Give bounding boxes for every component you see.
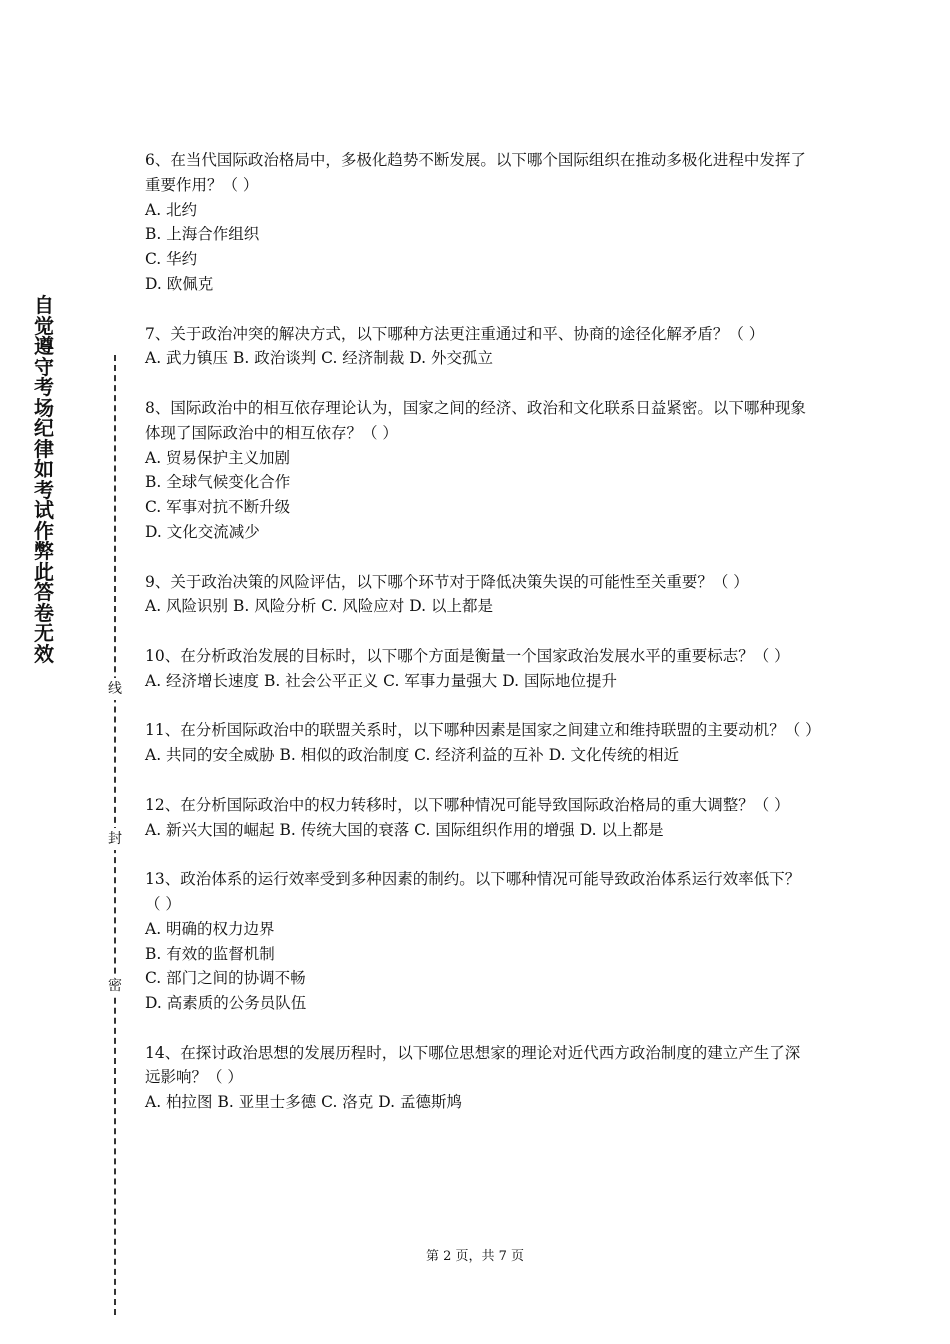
option-b: B. 全球气候变化合作 [145,473,291,492]
question-7 [145,322,813,372]
option-a: A. 贸易保护主义加剧 [145,448,291,467]
question-12 [145,793,813,843]
question-10 [145,644,813,694]
question-stem: 8、国际政治中的相互依存理论认为，国家之间的经济、政治和文化联系日益紧密。以下哪种现象体现了国际政治中的相互依存？（ ） [145,398,806,442]
option-c: C. 军事对抗不断升级 [145,498,291,517]
options-line: A. 经济增长速度 B. 社会公平正义 C. 军事力量强大 D. 国际地位提升 [145,671,617,690]
question-stem: 10、在分析政治发展的目标时，以下哪个方面是衡量一个国家政治发展水平的重要标志？（ ） [145,646,790,665]
option-c: C. 华约 [145,250,198,269]
option-c: C. 部门之间的协调不畅 [145,969,306,988]
question-stem: 9、关于政治决策的风险评估，以下哪个环节对于降低决策失误的可能性至关重要？（ ） [145,572,749,591]
question-stem: 13、政治体系的运行效率受到多种因素的制约。以下哪种情况可能导致政治体系运行效率低下？（ ） [145,870,801,913]
option-b: B. 有效的监督机制 [145,944,275,963]
question-9 [145,570,813,620]
question-list [145,148,821,1140]
option-a: A. 北约 [145,200,198,219]
options-line: A. 共同的安全威胁 B. 相似的政治制度 C. 经济利益的互补 D. 文化传统的相近 [145,746,679,765]
option-a: A. 明确的权力边界 [145,919,275,938]
question-stem: 6、在当代国际政治格局中，多极化趋势不断发展。以下哪个国际组织在推动多极化进程中发挥了重要作用？（ ） [145,151,806,194]
question-8 [145,396,813,545]
option-b: B. 上海合作组织 [145,225,260,244]
options-line: A. 武力镇压 B. 政治谈判 C. 经济制裁 D. 外交孤立 [145,349,493,368]
binding-label-line: 线 [105,678,125,700]
page-number: 第 2 页，共 7 页 [425,1249,525,1264]
option-d: D. 文化交流减少 [145,522,260,541]
question-11 [145,718,821,768]
question-14 [145,1041,813,1115]
option-d: D. 欧佩克 [145,274,214,293]
option-d: D. 高素质的公务员队伍 [145,994,307,1013]
question-6 [145,148,813,297]
binding-label-seal: 封 [105,828,125,850]
options-line: A. 风险识别 B. 风险分析 C. 风险应对 D. 以上都是 [145,597,493,616]
options-line: A. 柏拉图 B. 亚里士多德 C. 洛克 D. 孟德斯鸠 [145,1093,462,1112]
exam-discipline-notice: 自觉遵守考场纪律如考试作弊此答卷无效 [34,293,54,666]
question-stem: 11、在分析国际政治中的联盟关系时，以下哪种因素是国家之间建立和维持联盟的主要动机？（ ） [145,721,821,740]
question-stem: 12、在分析国际政治中的权力转移时，以下哪种情况可能导致国际政治格局的重大调整？（ ） [145,795,790,814]
options-line: A. 新兴大国的崛起 B. 传统大国的衰落 C. 国际组织作用的增强 D. 以上都是 [145,820,664,839]
binding-label-secret: 密 [105,975,125,997]
question-13 [145,867,813,1016]
question-stem: 7、关于政治冲突的解决方式，以下哪种方法更注重通过和平、协商的途径化解矛盾？（ ） [145,324,765,343]
question-stem: 14、在探讨政治思想的发展历程时，以下哪位思想家的理论对近代西方政治制度的建立产生了深远影响？（ ） [145,1043,801,1087]
